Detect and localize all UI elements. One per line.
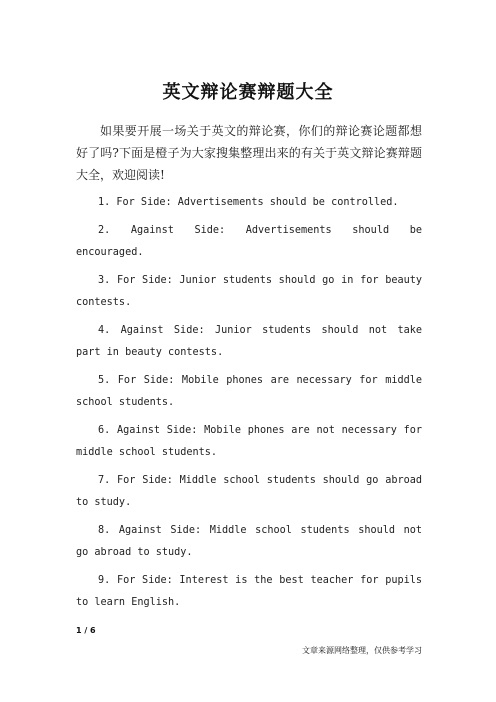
list-item: 6. Against Side: Mobile phones are not necessary for middle school students. xyxy=(76,425,422,458)
list-item: 4. Against Side: Junior students should not take part in beauty contests. xyxy=(76,325,422,358)
document-body xyxy=(76,120,422,620)
footer-note: 文章来源网络整理，仅供参考学习 xyxy=(302,646,422,655)
list-item: 8. Against Side: Middle school students should not go abroad to study. xyxy=(76,525,422,558)
page-number: 1 / 6 xyxy=(76,626,96,635)
list-item: 5. For Side: Mobile phones are necessary for middle school students. xyxy=(76,375,422,408)
intro-paragraph: 如果要开展一场关于英文的辩论赛，你们的辩论赛论题都想好了吗?下面是橙子为大家搜集整理出来的有关于英文辩论赛辩题大全，欢迎阅读! xyxy=(76,124,422,182)
list-item: 3. For Side: Junior students should go in for beauty contests. xyxy=(76,275,422,308)
list-item: 1. For Side: Advertisements should be controlled. xyxy=(98,197,399,208)
list-item: 7. For Side: Middle school students should go abroad to study. xyxy=(76,475,422,508)
document-title: 英文辩论赛辩题大全 xyxy=(162,82,334,103)
list-item: 2. Against Side: Advertisements should be encouraged. xyxy=(76,225,422,258)
list-item: 9. For Side: Interest is the best teacher for pupils to learn English. xyxy=(76,575,422,608)
